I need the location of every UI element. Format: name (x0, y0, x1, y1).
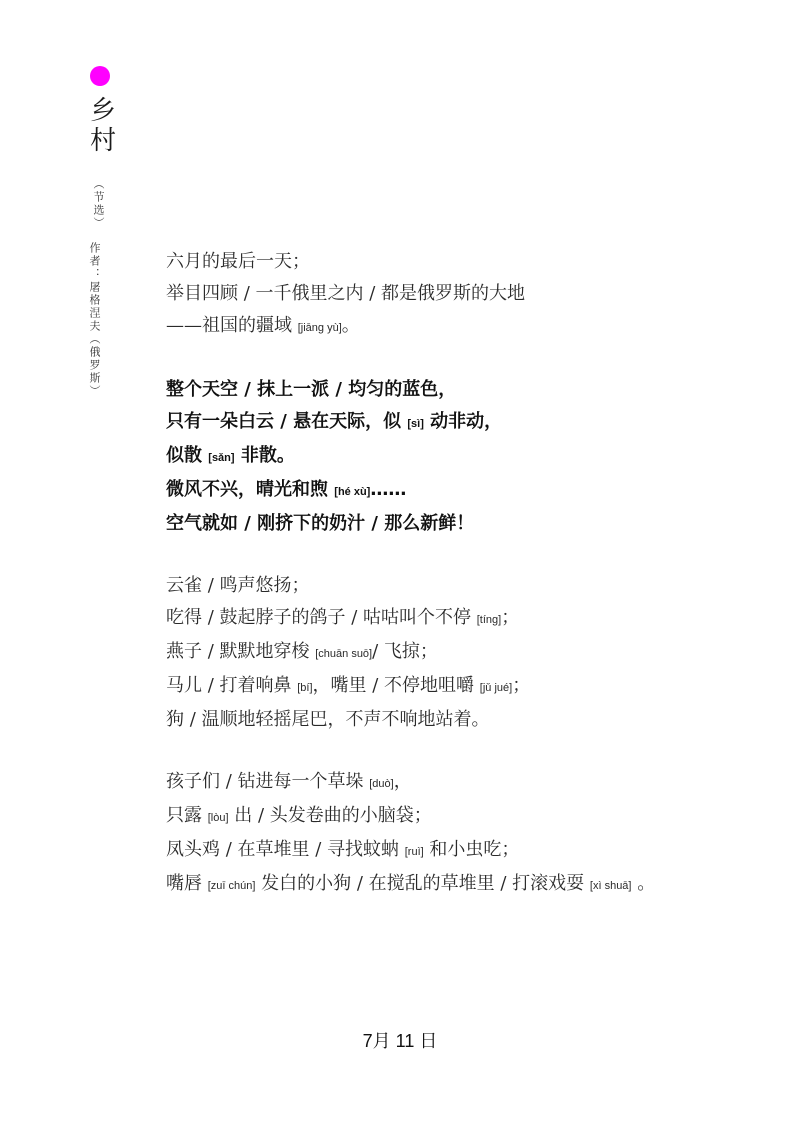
pinyin-annotation: [tíng] (476, 614, 502, 626)
pinyin-annotation: [jǔ jué] (479, 682, 513, 694)
poem-line (166, 310, 766, 344)
poem-line (166, 704, 766, 736)
poem-line (166, 278, 766, 310)
poem-line (166, 570, 766, 602)
line-text: 非散。 (234, 445, 295, 466)
poem-line (166, 246, 766, 278)
line-text: 微风不兴，晴光和煦 (166, 479, 335, 500)
magenta-dot-icon (90, 66, 110, 86)
poem-line (166, 670, 766, 704)
line-text: ——祖国的疆域 (166, 315, 298, 336)
line-text: 凤头鸡 / 在草堆里 / 寻找蚊蚋 (166, 839, 405, 860)
poem-stanza (166, 570, 766, 736)
pinyin-annotation: [jiāng yù] (297, 322, 342, 334)
line-text: 云雀 / 鸣声悠扬； (166, 575, 310, 596)
author-credit: 作者：屠格涅夫（俄罗斯） (88, 242, 101, 398)
line-text: 动非动， (423, 411, 503, 432)
pinyin-annotation: [lòu] (207, 812, 229, 824)
line-text: ， (393, 771, 412, 792)
line-text: 。 (631, 873, 656, 894)
poem-line (166, 406, 766, 440)
line-text: 只有一朵白云 / 悬在天际，似 (166, 411, 408, 432)
title (88, 96, 118, 156)
pinyin-annotation: [xì shuā] (589, 880, 632, 892)
line-text: 似散 (166, 445, 209, 466)
line-text: 孩子们 / 钻进每一个草垛 (166, 771, 370, 792)
poem-line (166, 834, 766, 868)
line-text: 和小虫吃； (423, 839, 520, 860)
poem-stanza (166, 766, 766, 902)
poem-line (166, 800, 766, 834)
date-footer: 7月 11 日 (362, 1031, 438, 1051)
line-text: 六月的最后一天； (166, 251, 310, 272)
pinyin-annotation: [duò] (369, 778, 394, 790)
poem-stanza (166, 374, 766, 540)
line-text: ； (501, 607, 520, 628)
poem-line (166, 868, 766, 902)
title-char: 村 (89, 126, 116, 156)
line-text: / 飞掠； (372, 641, 438, 662)
line-text: 。 (341, 315, 360, 336)
line-text: 嘴唇 (166, 873, 208, 894)
pinyin-annotation: [hé xù] (334, 486, 371, 498)
pinyin-annotation: [sì] (407, 418, 424, 430)
poem-line (166, 374, 766, 406)
line-text: 举目四顾 / 一千俄里之内 / 都是俄罗斯的大地 (166, 283, 526, 304)
line-text: 燕子 / 默默地穿梭 (166, 641, 316, 662)
line-text: 发白的小狗 / 在搅乱的草堆里 / 打滚戏耍 (255, 873, 590, 894)
line-text: 出 / 头发卷曲的小脑袋； (228, 805, 432, 826)
poem-line (166, 766, 766, 800)
line-text: 空气就如 / 刚挤下的奶汁 / 那么新鲜！ (166, 513, 475, 534)
subtitle: （节选） (92, 178, 105, 230)
pinyin-annotation: [chuān suō] (315, 648, 373, 660)
poem-line (166, 440, 766, 474)
line-text: 吃得 / 鼓起脖子的鸽子 / 咕咕叫个不停 (166, 607, 477, 628)
poem-body (166, 246, 766, 932)
poem-line (166, 636, 766, 670)
poem-line (166, 508, 766, 540)
line-text: ； (512, 675, 531, 696)
pinyin-annotation: [zuī chún] (207, 880, 256, 892)
line-text: 狗 / 温顺地轻摇尾巴，不声不响地站着。 (166, 709, 490, 730)
pinyin-annotation: [sǎn] (208, 452, 235, 464)
line-text: 只露 (166, 805, 208, 826)
pinyin-annotation: [ruì] (404, 846, 424, 858)
poem-stanza (166, 246, 766, 344)
pinyin-annotation: [bí] (297, 682, 313, 694)
line-text: 马儿 / 打着响鼻 (166, 675, 298, 696)
line-text: …… (370, 479, 407, 500)
line-text: ，嘴里 / 不停地咀嚼 (312, 675, 480, 696)
line-text: 整个天空 / 抹上一派 / 均匀的蓝色， (166, 379, 457, 400)
title-char: 乡 (89, 96, 116, 126)
poem-line (166, 474, 766, 508)
poem-line (166, 602, 766, 636)
